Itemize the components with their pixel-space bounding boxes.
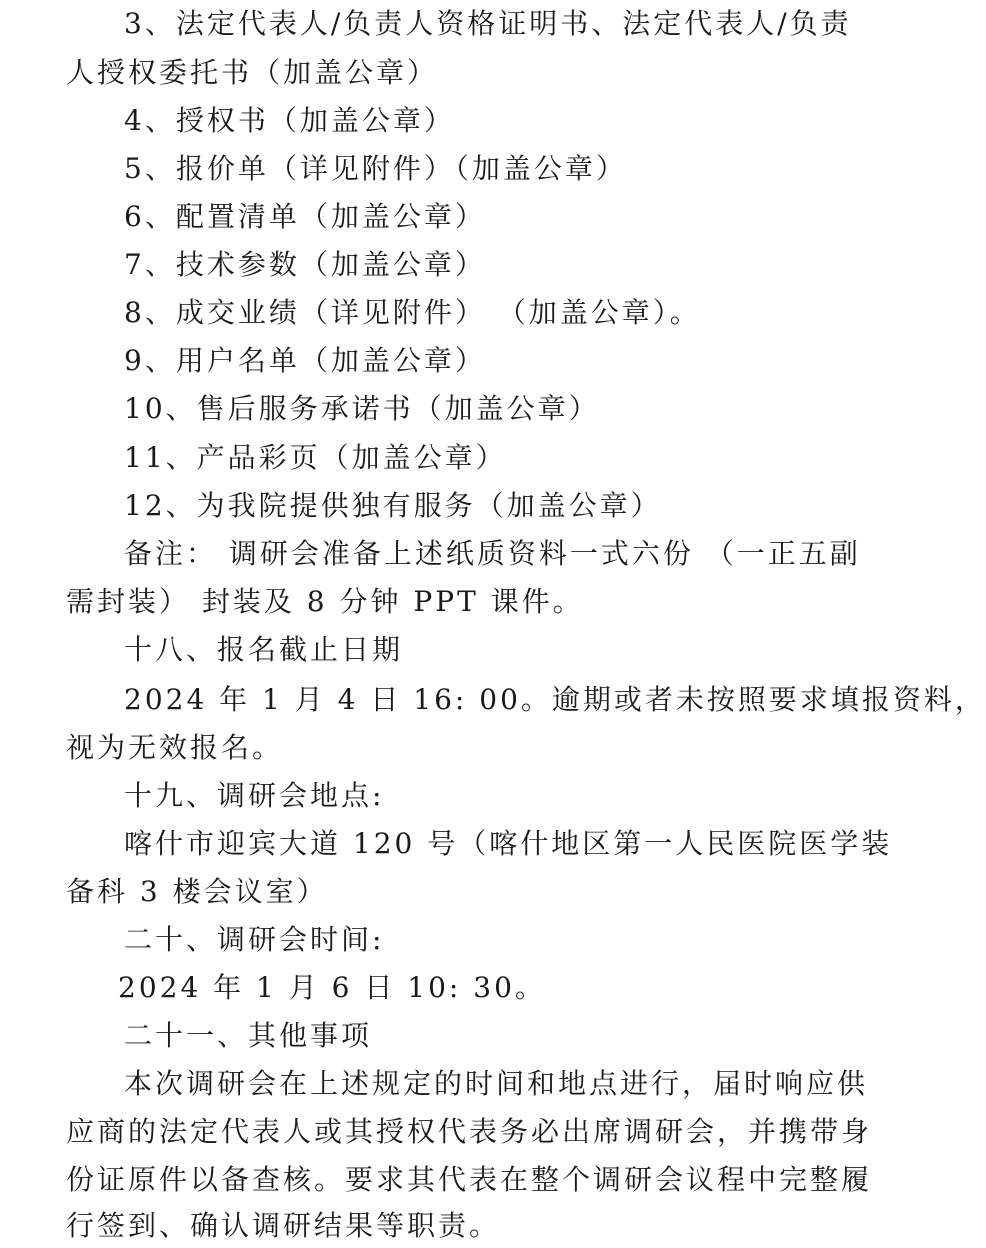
item-8: 8、成交业绩（详见附件） （加盖公章）。 [124,296,701,329]
section-21-line-1: 本次调研会在上述规定的时间和地点进行，届时响应供 [124,1067,869,1100]
section-21-line-2: 应商的法定代表人或其授权代表务必出席调研会，并携带身 [66,1115,873,1148]
section-18-line-2: 视为无效报名。 [66,731,284,764]
remark-line-2: 需封装） 封装及 8 分钟 PPT 课件。 [66,585,584,618]
section-21-line-4: 行签到、确认调研结果等职责。 [66,1209,501,1242]
item-9: 9、用户名单（加盖公章） [124,344,486,377]
section-18-heading: 十八、报名截止日期 [124,633,404,666]
item-10: 10、售后服务承诺书（加盖公章） [124,392,600,425]
section-19-line-1: 喀什市迎宾大道 120 号（喀什地区第一人民医院医学装 [124,827,893,860]
section-21-heading: 二十一、其他事项 [124,1019,373,1052]
section-20-line-1: 2024 年 1 月 6 日 10: 30。 [118,971,546,1004]
item-5: 5、报价单（详见附件）（加盖公章） [124,152,627,185]
item-3-line-2: 人授权委托书（加盖公章） [66,56,439,89]
item-11: 11、产品彩页（加盖公章） [124,441,507,474]
section-21-line-3: 份证原件以备查核。要求其代表在整个调研会议程中完整履 [66,1163,873,1196]
section-20-heading: 二十、调研会时间: [124,923,385,956]
item-12: 12、为我院提供独有服务（加盖公章） [124,489,662,522]
section-18-line-1: 2024 年 1 月 4 日 16: 00。逾期或者未按照要求填报资料， [124,683,986,716]
section-19-heading: 十九、调研会地点: [124,779,385,812]
section-19-line-2: 备科 3 楼会议室） [66,875,328,908]
item-4: 4、授权书（加盖公章） [124,104,455,137]
item-6: 6、配置清单（加盖公章） [124,200,486,233]
item-7: 7、技术参数（加盖公章） [124,248,486,281]
item-3-line-1: 3、法定代表人/负责人资格证明书、法定代表人/负责 [124,7,852,40]
remark-line-1: 备注： 调研会准备上述纸质资料一式六份 （一正五副 [124,537,861,570]
